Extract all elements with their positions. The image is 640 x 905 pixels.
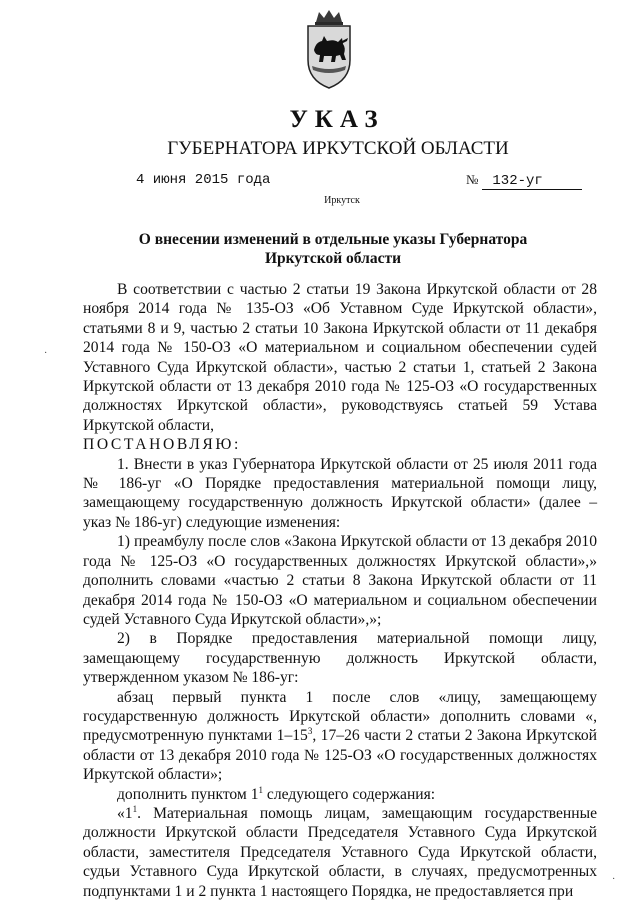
decree-word: ПОСТАНОВЛЯЮ: <box>83 436 241 454</box>
item-1-paragraph: 1. Внести в указ Губернатора Иркутской области от 25 июля 2011 года № 186-уг «О Порядке предоставления материальной помощи лицу, замещающему государственную должность Иркутской области» (далее – указ № 186-уг) следующие изменения: <box>83 455 597 531</box>
preamble-paragraph: В соответствии с частью 2 статьи 19 Закона Иркутской области от 28 ноября 2014 года № 135-ОЗ «Об Уставном Суде Иркутской области», статьями 8 и 9, частью 2 статьи 10 Закона Иркутской области от 11 декабря 2014 года № 150-ОЗ «О материальном и социальном обеспечении судей Уставного Суда Иркутской области», частью 2 статьи 1, статьей 2 Закона Иркутской области от 13 декабря 2010 года № 125-ОЗ «О государственных должностях Иркутской области», руководствуясь статьей 59 Устава Иркутской области, <box>83 281 597 434</box>
document-title: УКАЗ <box>289 106 385 133</box>
document-city: Иркутск <box>324 195 360 206</box>
document-number: 132-уг <box>482 174 582 190</box>
abzac-text-b: , 17–26 части 2 статьи 2 Закона Иркутской области от 13 декабря 2010 года № 125-ОЗ «О государственных должностях Иркутской области»; <box>83 727 597 784</box>
point-text-b: . Материальная помощь лицам, замещающим государственные должности Иркутской области Председателя Уставного Суда Иркутской области, заместителя Председателя Уставного Суда Иркутской области, судьи Уставного Суда Иркутской области, в случаях, предусмотренных подпунктами 1 и 2 пункта 1 настоящего Порядка, не предоставляется при <box>83 804 597 900</box>
abzac-paragraph <box>83 688 597 785</box>
abzac-text-a: абзац первый пункта 1 после слов «лицу, замещающему государственную должность Иркутской области» дополнить словами «, предусмотренную пунктами 1–15 <box>83 688 597 745</box>
add-text-b: следующего содержания: <box>263 785 436 803</box>
point-superscript: 1 <box>132 803 138 814</box>
document-issuer: ГУБЕРНАТОРА ИРКУТСКОЙ ОБЛАСТИ <box>167 138 509 159</box>
item-1-1-paragraph: 1) преамбулу после слов «Закона Иркутской области от 13 декабря 2010 года № 125-ОЗ «О государственных должностях Иркутской области»,» дополнить словами «частью 2 статьи 8 Закона Иркутской области от 11 декабря 2014 года № 150-ОЗ «О материальном и социальном обеспечении судей Уставного Суда Иркутской области»,»; <box>83 533 597 628</box>
add-superscript: 1 <box>258 784 263 795</box>
scan-speck: · <box>612 874 616 885</box>
document-date: 4 июня 2015 года <box>136 172 271 188</box>
point-text-a: «1 <box>117 804 133 822</box>
add-point-paragraph <box>83 785 597 804</box>
point-1-1-paragraph <box>83 804 597 901</box>
irkutsk-coat-of-arms-emblem <box>302 8 356 92</box>
scan-speck: · <box>44 348 48 359</box>
number-sign: № <box>466 172 479 187</box>
item-1-2-paragraph: 2) в Порядке предоставления материальной помощи лицу, замещающему государственную должность Иркутской области, утвержденном указом № 186-уг: <box>83 630 597 687</box>
document-number-block <box>466 172 582 190</box>
document-subject: О внесении изменений в отдельные указы Губернатора Иркутской области <box>138 231 528 267</box>
add-text-a: дополнить пунктом 1 <box>117 785 259 803</box>
document-body <box>83 280 597 901</box>
abzac-superscript: 3 <box>307 726 313 737</box>
